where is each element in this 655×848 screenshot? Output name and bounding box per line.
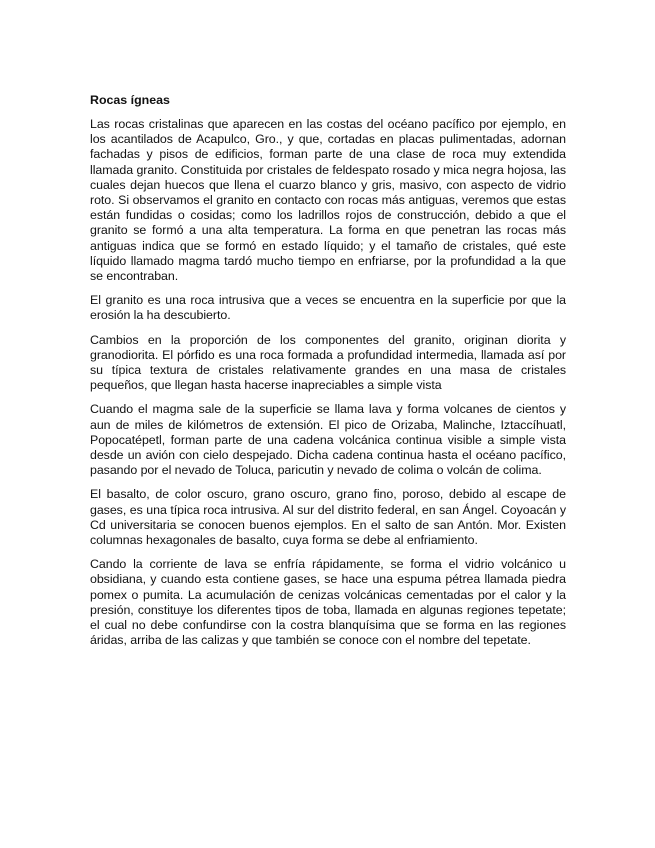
paragraph-roca-intrusiva: El granito es una roca intrusiva que a veces se encuentra en la superficie por que la erosión la ha descubierto. [90, 293, 566, 323]
document-body [90, 93, 566, 658]
document-title: Rocas ígneas [90, 93, 170, 107]
paragraph-basalto: El basalto, de color oscuro, grano oscuro, grano fino, poroso, debido al escape de gases, es una típica roca intrusiva. Al sur del distrito federal, en san Ángel. Coyoacán y Cd universitaria se conocen buenos ejemplos. En el salto de san Antón. Mor. Existen columnas hexagonales de basalto, cuya forma se debe al enfriamiento. [90, 487, 566, 548]
paragraph-magma-lava: Cuando el magma sale de la superficie se llama lava y forma volcanes de cientos y aun de miles de kilómetros de extensión. El pico de Orizaba, Malinche, Iztaccíhuatl, Popocatépetl, forman parte de una cadena volcánica continua visible a simple vista desde un avión con cielo despejado. Dicha cadena continua hasta el océano pacífico, pasando por el nevado de Toluca, paricutin y nevado de colima o volcán de colima. [90, 402, 566, 478]
paragraph-porfido: Cambios en la proporción de los componentes del granito, originan diorita y granodiorita. El pórfido es una roca formada a profundidad intermedia, llamada así por su típica textura de cristales relativamente grandes en una masa de cristales pequeños, que llegan hasta hacerse inapreciables a simple vista [90, 332, 566, 393]
paragraph-obsidiana: Cando la corriente de lava se enfría rápidamente, se forma el vidrio volcánico u obsidiana, y cuando esta contiene gases, se hace una espuma pétrea llamada piedra pomex o pumita. La acumulación de cenizas volcánicas cementadas por el calor y la presión, constituye los diferentes tipos de toba, llamada en algunas regiones tepetate; el cual no debe confundirse con la costra blanquísima que se forma en las regiones áridas, arriba de las calizas y que también se conoce con el nombre del tepetate. [90, 557, 566, 648]
paragraph-granito: Las rocas cristalinas que aparecen en las costas del océano pacífico por ejemplo, en los acantilados de Acapulco, Gro., y que, cortadas en placas pulimentadas, adornan fachadas y pisos de edificios, forman parte de una clase de roca muy extendida llamada granito. Constituida por cristales de feldespato rosado y mica negra hojosa, las cuales dejan huecos que llena el cuarzo blanco y gris, masivo, con aspecto de vidrio roto. Si observamos el granito en contacto con rocas más antiguas, veremos que estas están fundidas o cosidas; como los ladrillos rojos de construcción, debido a que el granito se formó a una alta temperatura. La forma en que penetran las rocas más antiguas indica que se formó en estado líquido; y el tamaño de cristales, qué este líquido llamado magma tardó mucho tiempo en enfriarse, por la profundidad a la que se encontraban. [90, 117, 566, 284]
